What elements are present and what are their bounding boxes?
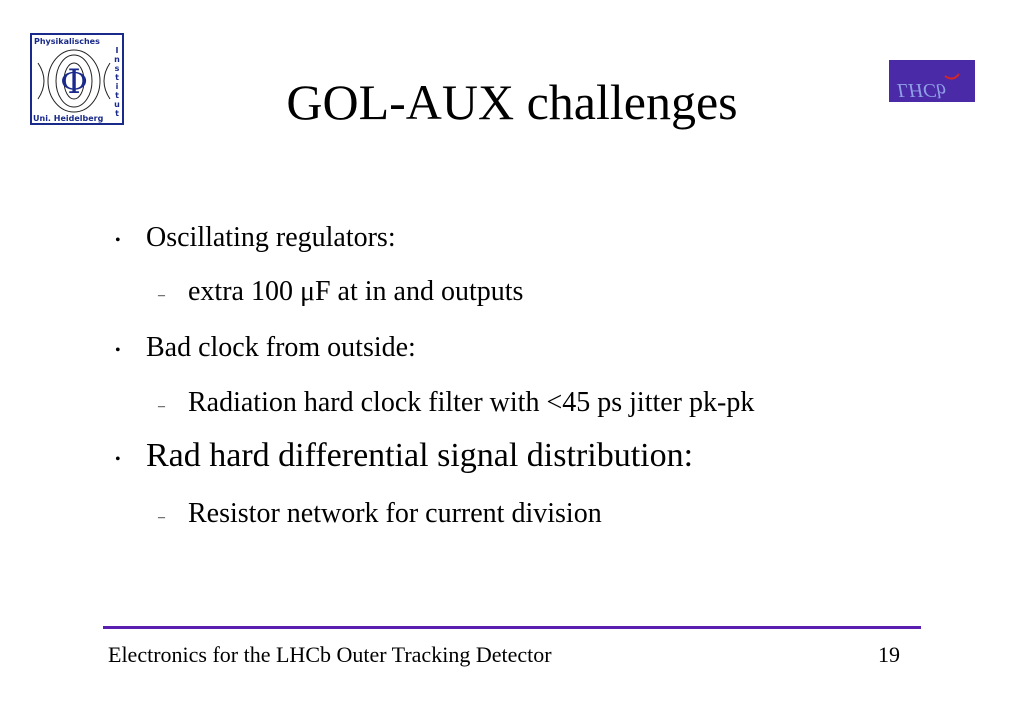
sub-bullet-text: Radiation hard clock filter with <45 ps jitter pk-pk [188, 387, 755, 418]
bullet-marker: • [115, 451, 121, 468]
bullet-text: Rad hard differential signal distribution: [146, 437, 694, 474]
svg-text:u: u [114, 100, 120, 109]
phi-symbol: Φ [60, 62, 88, 102]
sub-bullet-marker: – [158, 510, 165, 525]
footer-divider [103, 626, 921, 629]
svg-text:LHCb: LHCb [897, 79, 946, 101]
institute-bottom-text: Uni. Heidelberg [33, 114, 104, 123]
sub-bullet-text: Resistor network for current division [188, 498, 602, 529]
svg-text:t: t [115, 91, 119, 100]
page-number: 19 [878, 642, 900, 667]
svg-text:I: I [115, 46, 119, 55]
svg-text:t: t [115, 73, 119, 82]
sub-bullet-text: extra 100 μF at in and outputs [188, 276, 524, 307]
bullet-marker: • [115, 342, 121, 359]
svg-text:n: n [114, 55, 120, 64]
svg-text:i: i [115, 82, 119, 91]
bullet-text: Bad clock from outside: [146, 332, 416, 363]
sub-bullet-marker: – [158, 288, 165, 303]
svg-text:s: s [114, 64, 120, 73]
lhcb-logo-text: LHCb [897, 60, 954, 85]
institute-top-text: Physikalisches [34, 37, 100, 46]
bullet-text: Oscillating regulators: [146, 222, 396, 253]
sub-bullet-marker: – [158, 399, 165, 414]
slide-title: GOL-AUX challenges [286, 74, 738, 130]
bullet-marker: • [115, 232, 121, 249]
footer-text: Electronics for the LHCb Outer Tracking Detector [108, 642, 552, 667]
svg-text:t: t [115, 109, 119, 118]
